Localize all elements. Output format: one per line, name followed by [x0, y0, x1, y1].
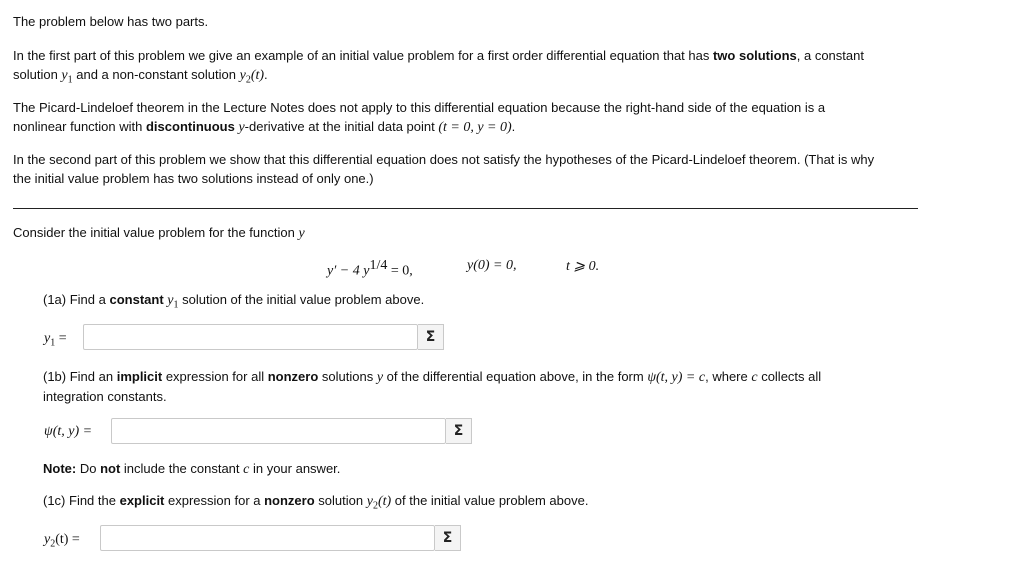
part-1b-answer-label: ψ(t, y) = [44, 424, 93, 439]
part-1c-answer-input[interactable] [100, 525, 435, 551]
equation-ode: y′ − 4 $y^{1/4} = 0$, [327, 258, 413, 279]
intro-paragraph-second-part: In the second part of this problem we show that this differential equation does not satisfy the hypotheses of the Picard-Lindeloef theorem. (That is why the initial value problem has two solutions instead of only one.) [13, 152, 875, 186]
equation-domain: t ⩾ 0. [566, 259, 600, 274]
part-1a-answer-label: $y_1$ = [44, 331, 67, 349]
part-1a-prompt: (1a) Find a constant $y_1$ solution of the initial value problem above. [43, 292, 425, 311]
equation-initial-condition: y(0) = 0, [467, 258, 517, 273]
intro-paragraph-two-solutions: In the first part of this problem we give an example of an initial value problem for a first order differential equation that has two solutions, a constant solution $y_1$ and a non-constant solution $y_2(t)$. [13, 48, 864, 86]
intro-paragraph-picard: The Picard-Lindeloef theorem in the Lecture Notes does not apply to this differential equation because the right-hand side of the equation is a nonlinear function with discontinuous y-derivative at the initial data point (t = 0, y = 0). [13, 100, 826, 135]
problem-statement: Consider the initial value problem for the function y [13, 225, 305, 241]
sigma-icon: Σ [425, 329, 436, 345]
part-1c-answer-label: $y_2(t)$ = [44, 532, 80, 550]
part-1a-math-editor-button[interactable] [418, 324, 444, 350]
part-1c-prompt: (1c) Find the explicit expression for a nonzero solution $y_2(t)$ of the initial value problem above. [43, 493, 589, 512]
sigma-icon: Σ [453, 423, 464, 439]
sigma-icon: Σ [442, 530, 453, 546]
part-1b-answer-input[interactable] [111, 418, 446, 444]
part-1c-math-editor-button[interactable] [435, 525, 461, 551]
intro-text: The problem below has two parts. [13, 14, 209, 29]
section-divider [13, 208, 918, 209]
part-1b-prompt: (1b) Find an implicit expression for all nonzero solutions y of the differential equation above, in the form ψ(t, y) = c, where c collects all integration constants. [43, 369, 822, 404]
part-1b-note: Note: Do not include the constant c in your answer. [43, 461, 341, 477]
part-1a-answer-input[interactable] [83, 324, 418, 350]
part-1b-math-editor-button[interactable] [446, 418, 472, 444]
